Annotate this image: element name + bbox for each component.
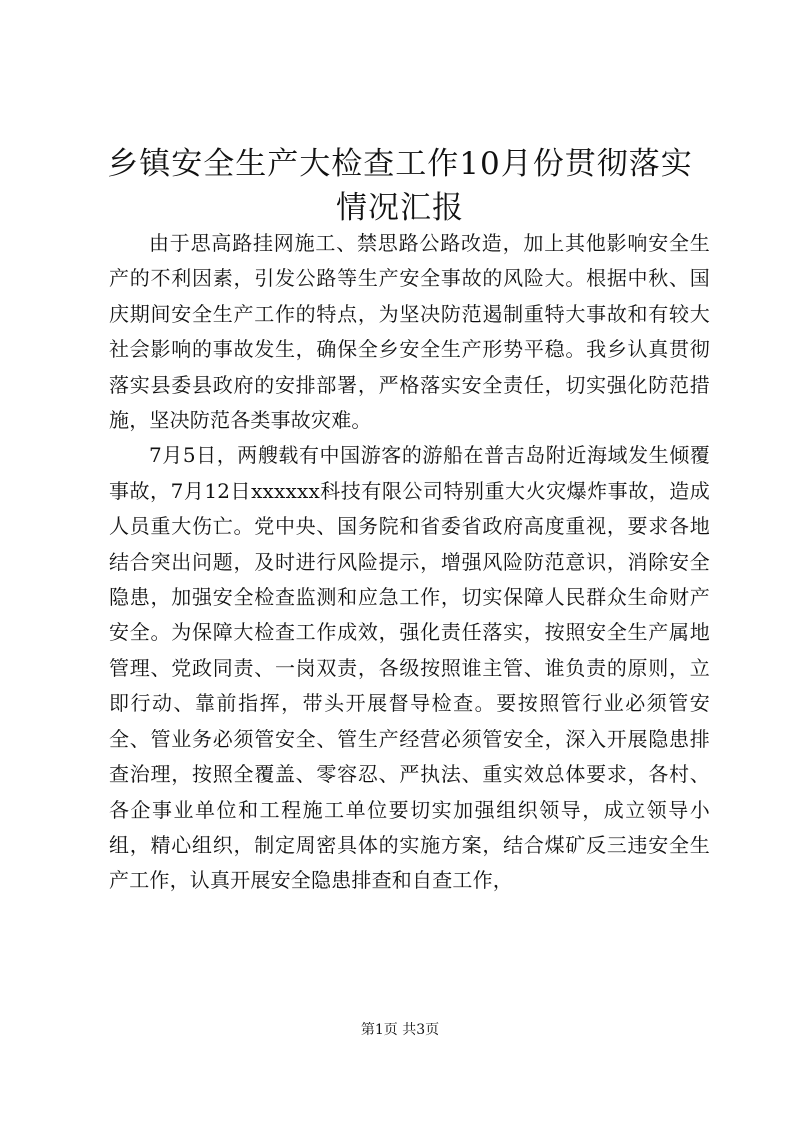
page-number-footer: 第1页 共3页 bbox=[360, 1022, 440, 1038]
paragraph-2: 7月5日，两艘载有中国游客的游船在普吉岛附近海域发生倾覆事故，7月12日xxxxxx科技有限公司特别重大火灾爆炸事故，造成人员重大伤亡。党中央、国务院和省委省政府高度重视，要求各地结合突出问题，及时进行风险提示，增强风险防范意识，消除安全隐患，加强安全检查监测和应急工作，切实保障人民群众生命财产安全。为保障大检查工作成效，强化责任落实，按照安全生产属地管理、党政同责、一岗双责，各级按照谁主管、谁负责的原则，立即行动、靠前指挥，带头开展督导检查。要按照管行业必须管安全、管业务必须管安全、管生产经营必须管安全，深入开展隐患排查治理，按照全覆盖、零容忍、严执法、重实效总体要求，各村、各企事业单位和工程施工单位要切实加强组织领导，成立领导小组，精心组织，制定周密具体的实施方案，结合煤矿反三违安全生产工作，认真开展安全隐患排查和自查工作， bbox=[109, 443, 710, 893]
document-body bbox=[109, 226, 710, 899]
document-title: 乡镇安全生产大检查工作10月份贯彻落实情况汇报 bbox=[107, 146, 693, 226]
paragraph-1: 由于思高路挂网施工、禁思路公路改造，加上其他影响安全生产的不利因素，引发公路等生产安全事故的风险大。根据中秋、国庆期间安全生产工作的特点，为坚决防范遏制重特大事故和有较大社会影响的事故发生，确保全乡安全生产形势平稳。我乡认真贯彻落实县委县政府的安排部署，严格落实安全责任，切实强化防范措施，坚决防范各类事故灾难。 bbox=[109, 231, 710, 433]
